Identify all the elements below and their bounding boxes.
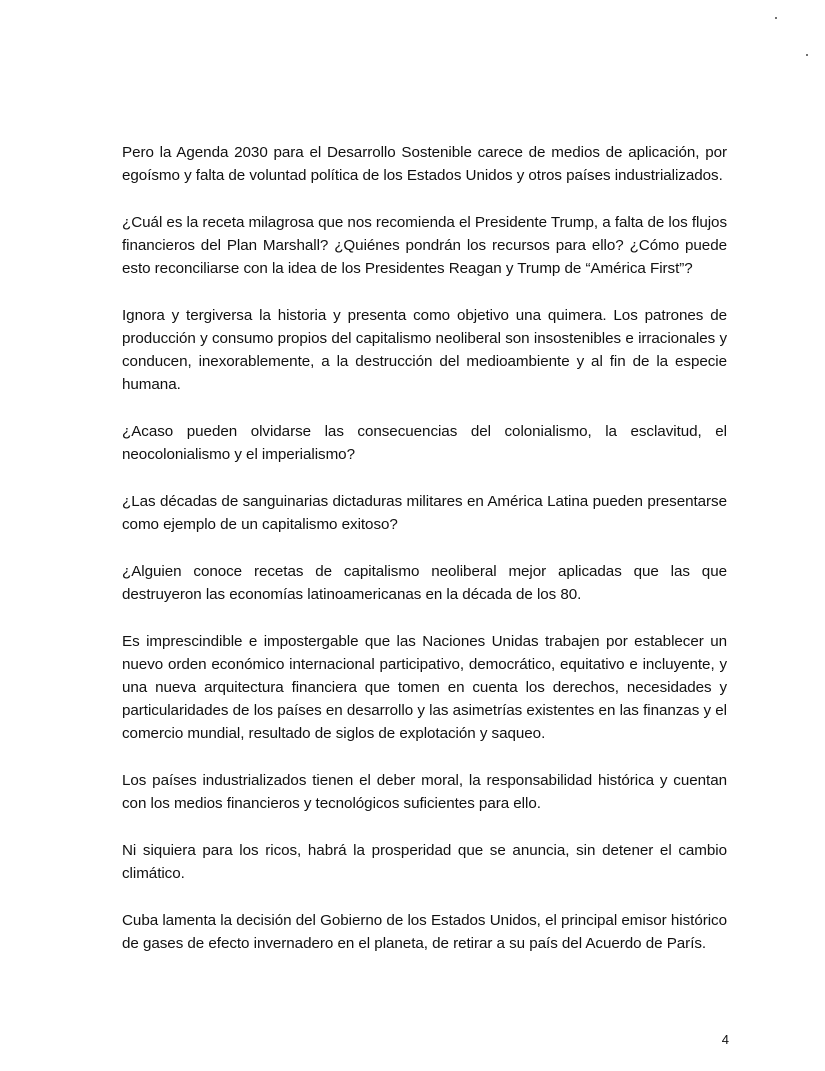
paragraph: Los países industrializados tienen el deber moral, la responsabilidad histórica y cuentan con los medios financieros y tecnológicos suficientes para ello. xyxy=(122,772,727,812)
paragraph: Es imprescindible e impostergable que las Naciones Unidas trabajen por establecer un nuevo orden económico internacional participativo, democrático, equitativo e incluyente, y una nueva arquitectura financiera que tomen en cuenta los derechos, necesidades y particularidades de los países en desarrollo y las asimetrías existentes en las finanzas y el comercio mundial, resultado de siglos de explotación y saqueo. xyxy=(122,633,727,742)
document-body xyxy=(122,141,727,979)
scan-speck xyxy=(775,17,777,19)
paragraph: Ignora y tergiversa la historia y presenta como objetivo una quimera. Los patrones de producción y consumo propios del capitalismo neoliberal son insostenibles e irracionales y conducen, inexorablemente, a la destrucción del medioambiente y al fin de la especie humana. xyxy=(122,307,727,393)
paragraph: Ni siquiera para los ricos, habrá la prosperidad que se anuncia, sin detener el cambio climático. xyxy=(122,842,727,882)
paragraph: Cuba lamenta la decisión del Gobierno de los Estados Unidos, el principal emisor histórico de gases de efecto invernadero en el planeta, de retirar a su país del Acuerdo de París. xyxy=(122,912,727,952)
scan-speck xyxy=(806,54,808,56)
paragraph: ¿Cuál es la receta milagrosa que nos recomienda el Presidente Trump, a falta de los flujos financieros del Plan Marshall? ¿Quiénes pondrán los recursos para ello? ¿Cómo puede esto reconciliarse con la idea de los Presidentes Reagan y Trump de “América First”? xyxy=(122,214,728,277)
paragraph: Pero la Agenda 2030 para el Desarrollo Sostenible carece de medios de aplicación, por egoísmo y falta de voluntad política de los Estados Unidos y otros países industrializados. xyxy=(122,144,727,184)
page-number: 4 xyxy=(721,1032,729,1047)
paragraph: ¿Alguien conoce recetas de capitalismo neoliberal mejor aplicadas que las que destruyeron las economías latinoamericanas en la década de los 80. xyxy=(122,563,727,603)
paragraph: ¿Las décadas de sanguinarias dictaduras militares en América Latina pueden presentarse como ejemplo de un capitalismo exitoso? xyxy=(122,493,727,533)
paragraph: ¿Acaso pueden olvidarse las consecuencias del colonialismo, la esclavitud, el neocolonialismo y el imperialismo? xyxy=(122,423,727,463)
